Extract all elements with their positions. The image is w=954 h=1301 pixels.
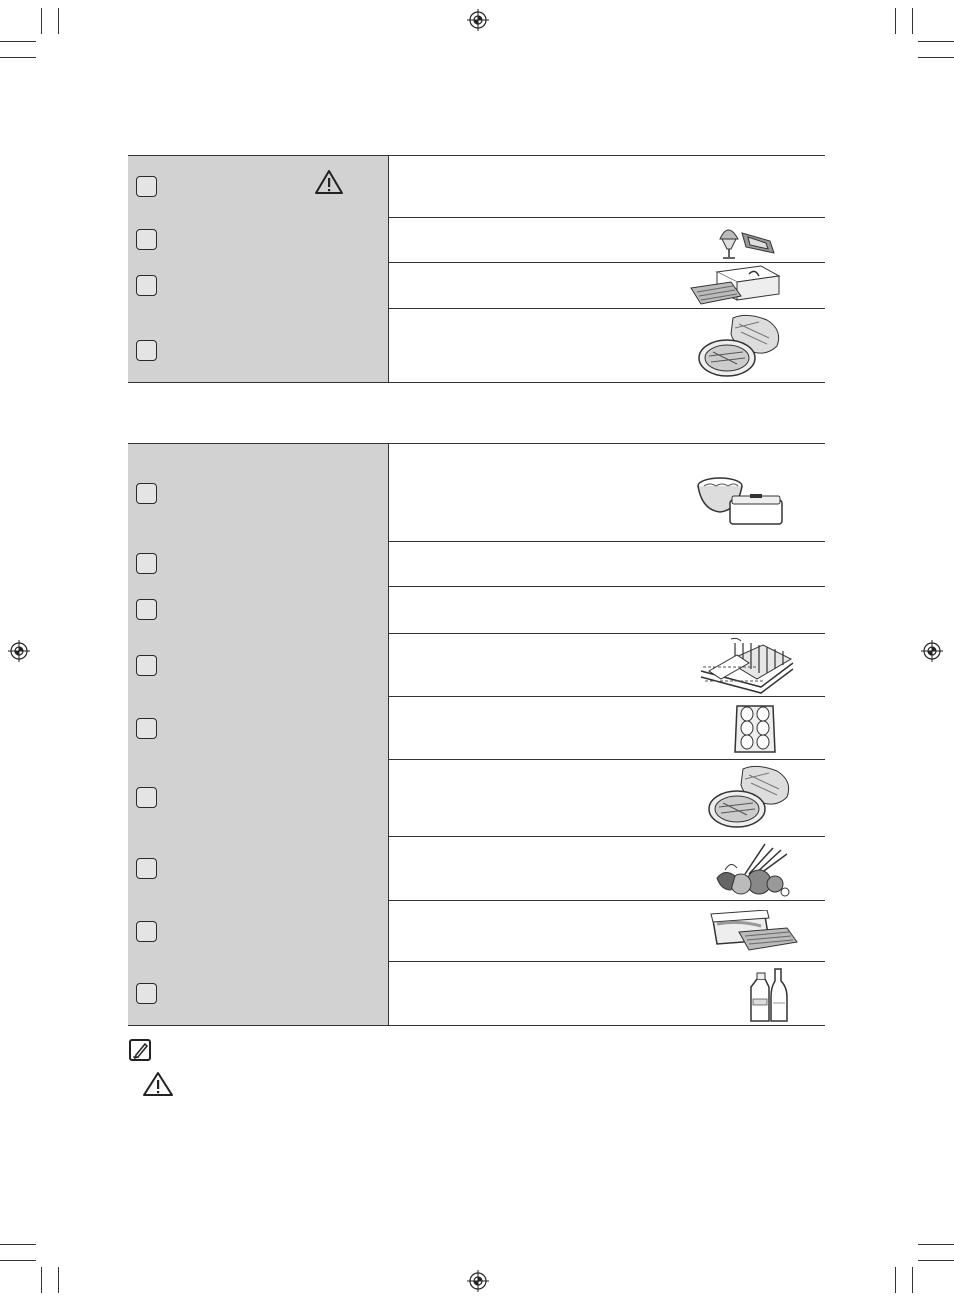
dairy-container-icon <box>709 910 801 954</box>
table-row <box>128 262 825 309</box>
checkbox-icon[interactable] <box>136 553 157 574</box>
table-row <box>128 308 825 383</box>
checkbox-icon[interactable] <box>136 858 157 879</box>
checkbox-icon[interactable] <box>136 275 157 296</box>
ice-cream-and-frozen-food-icon <box>714 219 780 261</box>
checkbox-icon[interactable] <box>136 921 157 942</box>
checkbox-icon[interactable] <box>136 483 157 504</box>
checkbox-icon[interactable] <box>136 655 157 676</box>
table-row <box>128 836 825 901</box>
meat-and-fish-icon <box>707 763 801 829</box>
wine-rack-icon <box>697 637 797 695</box>
table-row <box>128 759 825 837</box>
table-row <box>128 541 825 587</box>
table-row <box>128 444 825 542</box>
meat-and-fish-icon <box>697 312 791 378</box>
registration-mark-icon <box>467 9 489 31</box>
fridge-table <box>128 443 825 1026</box>
table-row <box>128 696 825 760</box>
warning-triangle-icon <box>314 169 344 195</box>
table-row <box>128 217 825 263</box>
leftovers-bowl-and-container-icon <box>696 474 792 530</box>
checkbox-icon[interactable] <box>136 599 157 620</box>
checkbox-icon[interactable] <box>136 983 157 1004</box>
vegetables-icon <box>715 840 795 898</box>
checkbox-icon[interactable] <box>136 718 157 739</box>
milk-and-bottle-icon <box>747 967 789 1023</box>
warning-triangle-icon <box>142 1071 174 1097</box>
registration-mark-icon <box>467 1270 489 1292</box>
table-row <box>128 633 825 697</box>
note-pencil-icon <box>129 1039 151 1061</box>
table-row <box>128 156 825 218</box>
table-row <box>128 900 825 962</box>
table-row <box>128 586 825 634</box>
checkbox-icon[interactable] <box>136 340 157 361</box>
registration-mark-icon <box>8 640 30 662</box>
egg-tray-icon <box>733 700 777 756</box>
registration-mark-icon <box>921 640 943 662</box>
checkbox-icon[interactable] <box>136 176 157 197</box>
checkbox-icon[interactable] <box>136 787 157 808</box>
frozen-food-box-icon <box>689 264 781 306</box>
table-row <box>128 961 825 1026</box>
checkbox-icon[interactable] <box>136 229 157 250</box>
freezer-table <box>128 155 825 383</box>
